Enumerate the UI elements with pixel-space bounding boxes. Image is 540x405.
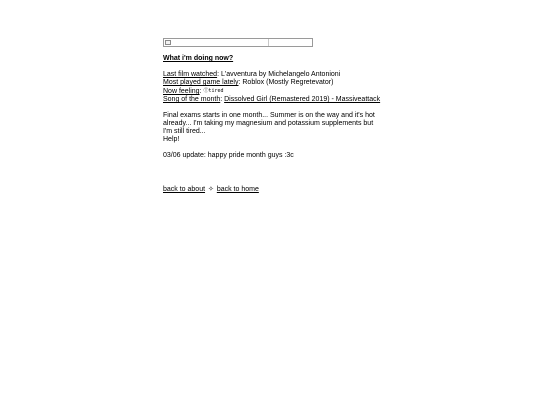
status-paragraph [163, 112, 383, 144]
mood-badge [203, 87, 223, 95]
banner-divider [268, 39, 269, 46]
song-label: Song of the month [163, 96, 221, 103]
back-to-home-link[interactable]: back to home [216, 186, 259, 193]
clock-icon: Ⓣ [203, 88, 209, 94]
feeling-row [163, 87, 383, 96]
banner-image [163, 38, 313, 47]
broken-image-icon [165, 40, 171, 45]
film-label: Last film watched [163, 71, 218, 78]
song-separator: : [220, 96, 225, 103]
now-page-content [163, 38, 383, 194]
update-note: 03/06 update: happy pride month guys :3c [163, 152, 294, 159]
paragraph-text: Final exams starts in one month... Summer is on the way and it's hot already... I'm taking my magnesium and potassium supplements but I'm still tired... [163, 112, 375, 135]
nav-links [163, 186, 383, 194]
sparkle-separator: ✧ [207, 186, 214, 193]
feeling-label: Now feeling [163, 88, 200, 95]
song-value: Dissolved Girl (Remastered 2019) - Massiveattack [224, 96, 381, 103]
page-heading: What i'm doing now? [163, 55, 234, 62]
mood-value: tired [208, 88, 224, 94]
song-row [163, 96, 383, 104]
film-value: : L'avventura by Michelangelo Antonioni [217, 71, 341, 78]
back-to-about-link[interactable]: back to about [163, 186, 206, 193]
game-label: Most played game lately [163, 79, 239, 86]
game-value: : Roblox (Mostly Regretevator) [238, 79, 334, 86]
film-row [163, 71, 383, 79]
paragraph-help: Help! [163, 136, 180, 143]
feeling-separator: : [199, 88, 204, 95]
game-row [163, 79, 383, 87]
